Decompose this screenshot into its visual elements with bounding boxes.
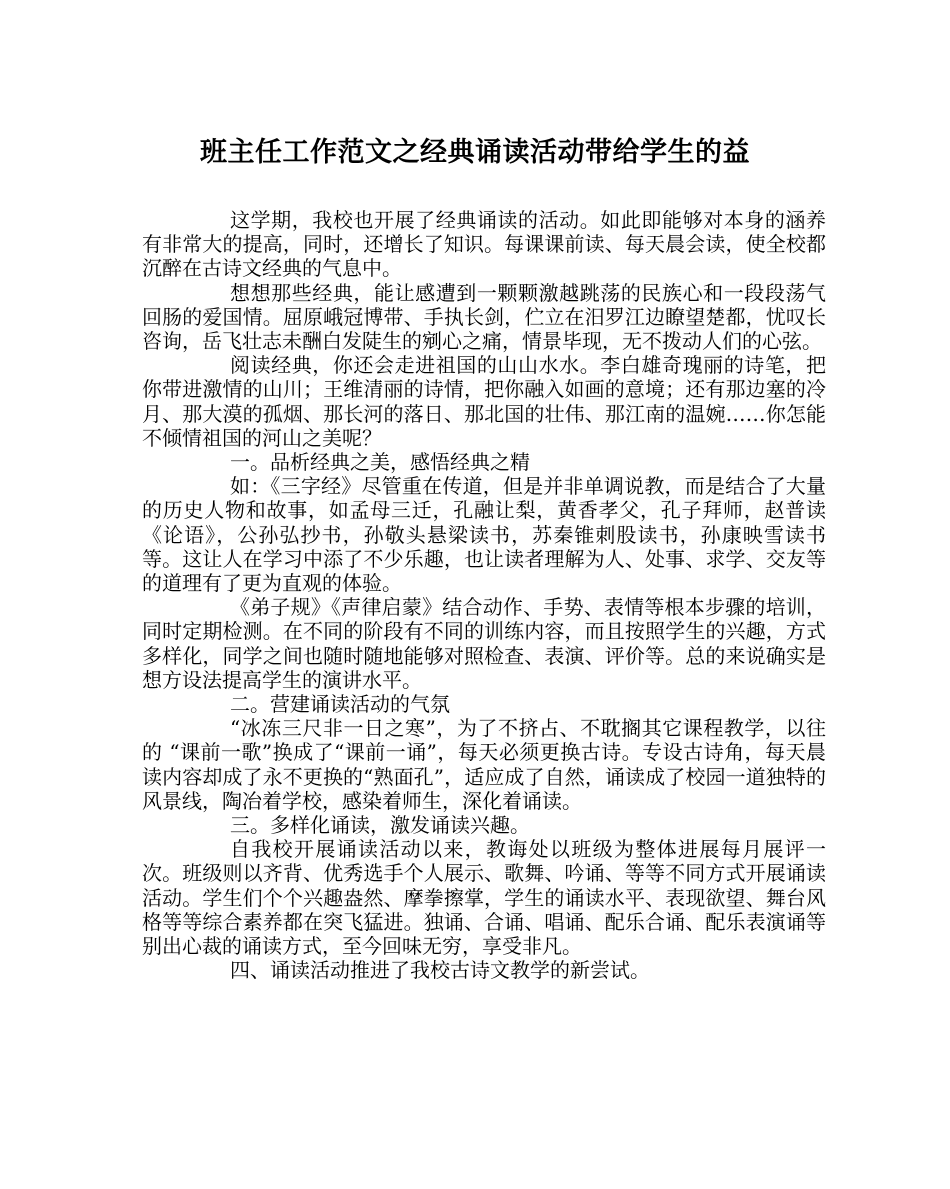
paragraph: 自我校开展诵读活动以来，教诲处以班级为整体进展每月展评一次。班级则以齐背、优秀选手个人展示、歌舞、吟诵、等等不同方式开展诵读活动。学生们个个兴趣盎然、摩拳擦掌，学生的诵读水平、表现欲望、舞台风格等等综合素养都在突飞猛进。独诵、合诵、唱诵、配乐合诵、配乐表演诵等别出心裁的诵读方式，至今回味无穷，享受非凡。 bbox=[142, 837, 826, 959]
paragraph: 这学期，我校也开展了经典诵读的活动。如此即能够对本身的涵养有非常大的提高，同时，还增长了知识。每课课前读、每天晨会读，使全校都沉醉在古诗文经典的气息中。 bbox=[142, 208, 826, 281]
section-heading: 四、诵读活动推进了我校古诗文教学的新尝试。 bbox=[230, 958, 650, 983]
document-title: 班主任工作范文之经典诵读活动带给学生的益 bbox=[200, 137, 750, 168]
paragraph: 《弟子规》《声律启蒙》结合动作、手势、表情等根本步骤的培训，同时定期检测。在不同的阶段有不同的训练内容，而且按照学生的兴趣，方式多样化，同学之间也随时随地能够对照检查、表演、评价等。总的来说确实是想方设法提高学生的演讲水平。 bbox=[142, 595, 826, 692]
paragraph: “冰冻三尺非一日之寒”，为了不挤占、不耽搁其它课程教学，以往的 “课前一歌”换成了“课前一诵”，每天必须更换古诗。专设古诗角，每天晨读内容却成了永不更换的“熟面孔”，适应成了自然，诵读成了校园一道独特的风景线，陶冶着学校，感染着师生，深化着诵读。 bbox=[142, 716, 826, 813]
section-heading: 二。营建诵读活动的气氛 bbox=[230, 692, 450, 717]
section-heading: 三。多样化诵读，激发诵读兴趣。 bbox=[230, 813, 530, 838]
paragraph: 如：《三字经》尽管重在传道，但是并非单调说教，而是结合了大量的历史人物和故事，如孟母三迁，孔融让梨，黄香孝父，孔子拜师，赵普读《论语》，公孙弘抄书，孙敬头悬梁读书，苏秦锥刺股读书，孙康映雪读书等。这让人在学习中添了不少乐趣，也让读者理解为人、处事、求学、交友等的道理有了更为直观的体验。 bbox=[142, 474, 826, 596]
paragraph: 阅读经典，你还会走进祖国的山山水水。李白雄奇瑰丽的诗笔，把你带进激情的山川；王维清丽的诗情，把你融入如画的意境；还有那边塞的冷月、那大漠的孤烟、那长河的落日、那北国的壮伟、那江南的温婉……你怎能不倾情祖国的河山之美呢？ bbox=[142, 353, 826, 450]
section-heading: 一。品析经典之美，感悟经典之精 bbox=[230, 450, 530, 475]
paragraph: 想想那些经典，能让感遭到一颗颗激越跳荡的民族心和一段段荡气回肠的爱国情。屈原峨冠博带、手执长剑，伫立在汨罗江边瞭望楚都，忧叹长咨询，岳飞壮志未酬白发陡生的剜心之痛，情景毕现，无不拨动人们的心弦。 bbox=[142, 280, 826, 354]
document-body bbox=[142, 208, 826, 983]
